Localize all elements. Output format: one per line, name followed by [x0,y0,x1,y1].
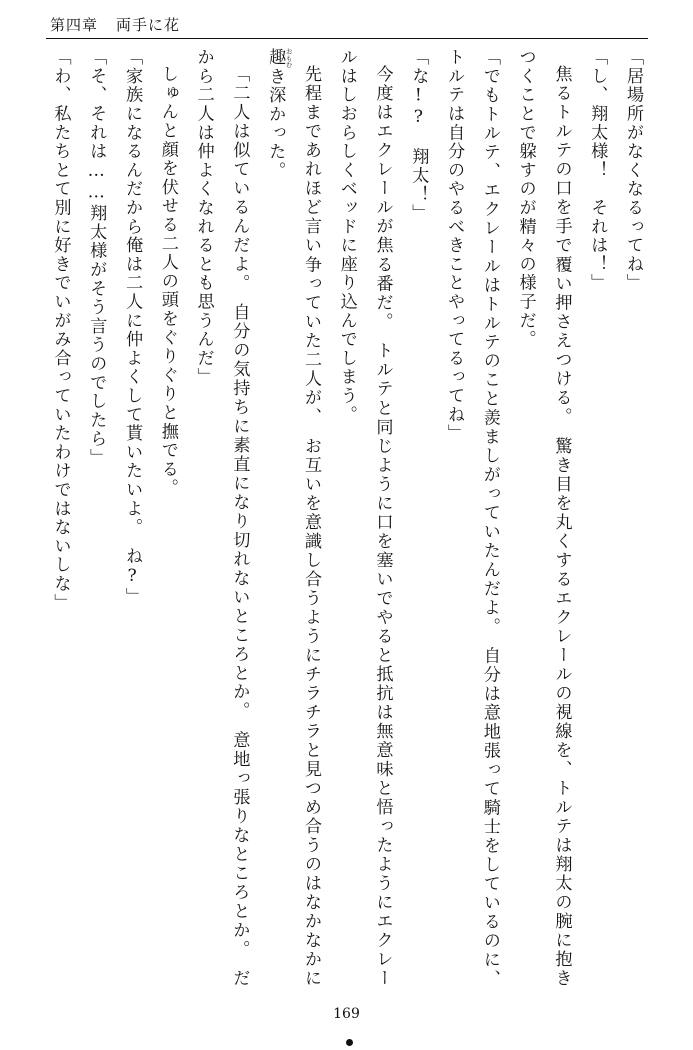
paragraph: 「家族になるんだから俺は二人に仲よくして貰いたいよ。 ね?」 [122,48,143,607]
ruby-omomu: 趣 おもむ [265,48,293,68]
page-header [50,14,180,35]
ruby-reading: おもむ [284,48,293,68]
paragraph: 「でもトルテ、エクレールはトルテのこと羨ましがっていたんだよ。 自分は意地張って騎士をしているのに、トルテは自分のやるべきことやってるってね」 [444,48,500,988]
chapter-number: 第四章 [50,16,99,34]
header-divider [46,38,648,39]
paragraph: 「わ、私たちとて別に好きでいがみ合っていたわけではないしな」 [50,48,71,612]
paragraph: しゅんと顔を伏せる二人の頭をぐりぐりと撫でる。 [157,65,178,498]
chapter-title: 両手に花 [116,16,181,34]
paragraph: 「し、翔太様！ それは！」 [587,48,608,293]
paragraph: 「二人は似ているんだよ。 自分の気持ちに素直になり切れないところとか。 意地っ張りなところとか。 だから二人は仲よくなれるとも思うんだ」 [193,48,250,988]
paragraph: 焦るトルテの口を手で覆い押さえつける。 驚き目を丸くするエクレールの視線を、トルテは翔太の腕に抱きつくことで躱すのが精々の様子だ。 [515,48,572,988]
body-text [44,48,650,988]
paragraph: 「居場所がなくなるってね」 [623,48,643,293]
page-number: 169 [333,1006,360,1022]
paragraph-with-ruby: 先程まであれほど言い争っていた二人が、 お互いを意識し合うようにチラチラと見つめ合うのはなかなかに趣 おもむき深かった。 [265,48,321,988]
paragraph: 「な!? 翔太！」 [408,48,429,223]
page-marker-dot [346,1039,353,1046]
paragraph: 今度はエクレールが焦る番だ。 トルテと同じように口を塞いでやると抵抗は無意味と悟ったようにエクレールはしおらしくベッドに座り込んでしまう。 [336,48,393,988]
paragraph: 「そ、それは……翔太様がそう言うのでしたら」 [86,48,107,468]
